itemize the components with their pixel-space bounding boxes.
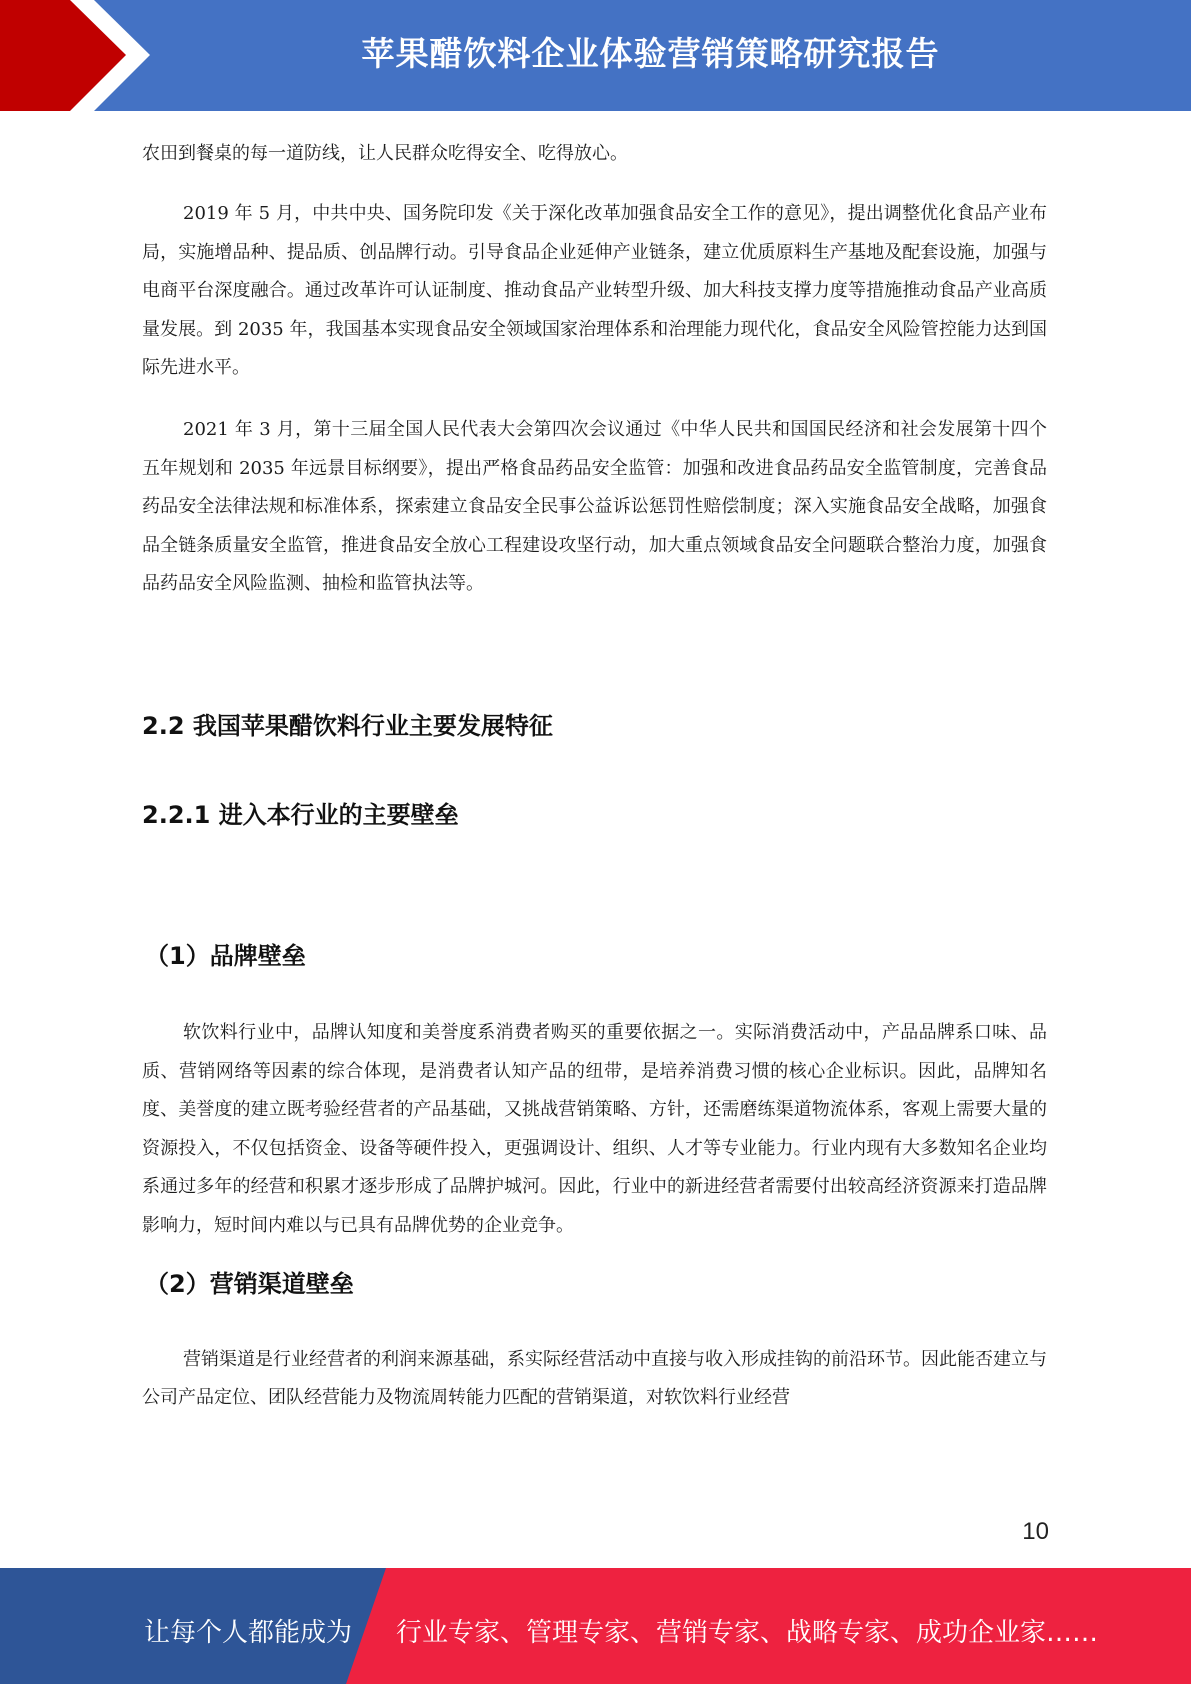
paragraph-2021-plan: 2021 年 3 月，第十三届全国人民代表大会第四次会议通过《中华人民共和国国民经济和社会发展第十四个五年规划和 2035 年远景目标纲要》，提出严格食品药品安全监管：加强和改进食品药品安全监管制度，完善食品药品安全法律法规和标准体系，探索建立食品安全民事公益诉讼惩罚性赔偿制度；深入实施食品安全战略，加强食品全链条质量安全监管，推进食品安全放心工程建设攻坚行动，加大重点领域食品安全问题联合整治力度，加强食品药品安全风险监测、抽检和监管执法等。	[142, 419, 1047, 595]
report-title: 苹果醋饮料企业体验营销策略研究报告	[361, 34, 940, 73]
paragraph-continued: 农田到餐桌的每一道防线，让人民群众吃得安全、吃得放心。	[142, 143, 628, 164]
paragraph-2019-policy: 2019 年 5 月，中共中央、国务院印发《关于深化改革加强食品安全工作的意见》，提出调整优化食品产业布局，实施增品种、提品质、创品牌行动。引导食品企业延伸产业链条，建立优质原料生产基地及配套设施，加强与电商平台深度融合。通过改革许可认证制度、推动食品产业转型升级、加大科技支撑力度等措施推动食品产业高质量发展。到 2035 年，我国基本实现食品安全领域国家治理体系和治理能力现代化，食品安全风险管控能力达到国际先进水平。	[142, 203, 1047, 379]
footer-slogan-left: 让每个人都能成为	[144, 1618, 353, 1648]
page-footer	[0, 1568, 1191, 1684]
heading-brand-barrier: （1）品牌壁垒	[145, 942, 306, 971]
section-heading-2-2: 2.2 我国苹果醋饮料行业主要发展特征	[142, 712, 553, 741]
document-body	[142, 135, 1047, 1418]
heading-channel-barrier: （2）营销渠道壁垒	[145, 1269, 354, 1298]
paragraph-brand-barrier: 软饮料行业中，品牌认知度和美誉度系消费者购买的重要依据之一。实际消费活动中，产品品牌系口味、品质、营销网络等因素的综合体现，是消费者认知产品的纽带，是培养消费习惯的核心企业标识。因此，品牌知名度、美誉度的建立既考验经营者的产品基础，又挑战营销策略、方针，还需磨练渠道物流体系，客观上需要大量的资源投入，不仅包括资金、设备等硬件投入，更强调设计、组织、人才等专业能力。行业内现有大多数知名企业均系通过多年的经营和积累才逐步形成了品牌护城河。因此，行业中的新进经营者需要付出较高经济资源来打造品牌影响力，短时间内难以与已具有品牌优势的企业竞争。	[142, 1022, 1047, 1236]
page-header	[0, 0, 1191, 111]
footer-slogan-right: 行业专家、管理专家、营销专家、战略专家、成功企业家……	[396, 1618, 1099, 1648]
page-number: 10	[1022, 1518, 1049, 1545]
paragraph-channel-barrier: 营销渠道是行业经营者的利润来源基础，系实际经营活动中直接与收入形成挂钩的前沿环节。因此能否建立与公司产品定位、团队经营能力及物流周转能力匹配的营销渠道，对软饮料行业经营	[142, 1348, 1047, 1409]
subsection-heading-2-2-1: 2.2.1 进入本行业的主要壁垒	[142, 801, 459, 830]
